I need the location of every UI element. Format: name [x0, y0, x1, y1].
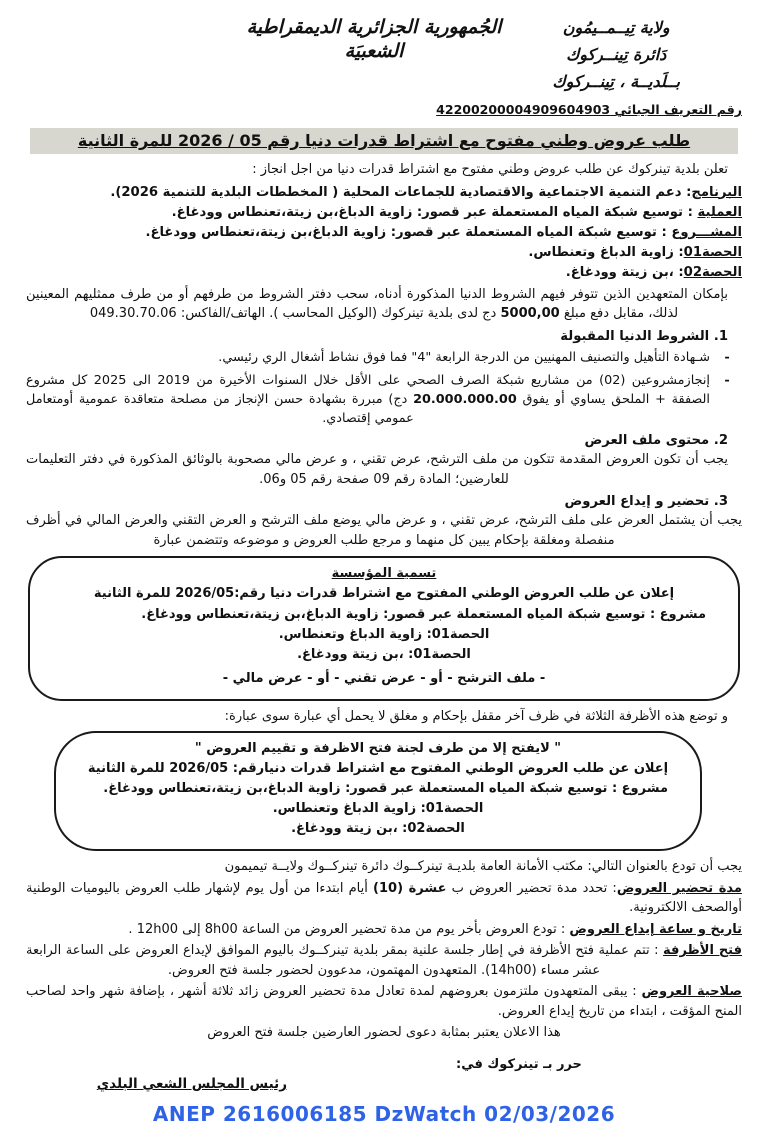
- operation-line: [26, 205, 742, 220]
- section3-text: يجب أن يشتمل العرض على ملف الترشح، عرض تقني ، و عرض مالي يوضع ملف الترشح و العرض التقني والعرض المالي في أظرف منفصلة ومغلقة بإحكام يبين كل منهما و مرجع طلب العروض و موضوعه وتتضمن عبارة: [26, 513, 742, 548]
- box2-project-line: [78, 779, 678, 799]
- operation-label: العملية: [697, 204, 742, 220]
- invitation-notice: هذا الاعلان يعتبر بمثابة دعوى لحضور العارضين جلسة فتح العروض: [207, 1025, 561, 1041]
- withdraw-amount: 5000,00: [500, 306, 560, 321]
- bullet-dash: -: [724, 372, 730, 388]
- preparation-duration-days: عشرة (10): [373, 880, 447, 896]
- operation-text: : توسيع شبكة المياه المستعملة عبر قصور: زاوية الدباغ،بن زيتة،تعنطاس وودغاغ.: [171, 204, 698, 220]
- lot1-line: [26, 245, 742, 260]
- box1-project-label: مشروع :: [649, 606, 706, 622]
- lot2-label: الحصة02: [683, 264, 742, 280]
- box1-project-line: [52, 605, 716, 625]
- tender-title-bar: [30, 128, 738, 154]
- wilaya-name: ولاية تِيــمــيمُون: [562, 18, 670, 37]
- project-label: المشـــروع: [671, 224, 742, 240]
- condition-2-post: دج) مبررة بشهادة حسن الإنجاز من مصلحة متعاقدة عمومية أومتعامل عمومي إقتصادي.: [26, 391, 414, 427]
- intro-line: تعلن بلدية تينركوك عن طلب عروض وطني مفتوح مع اشتراط قدرات دنيا من اجل انجاز :: [252, 162, 728, 177]
- lot2-text: : ،بن زيتة وودغاغ.: [565, 264, 684, 280]
- company-name-label: تسمية المؤسسة: [331, 566, 437, 582]
- condition-1-text: شـهادة التأهيل والتصنيف المهنيين من الدرجة الرابعة "4" فما فوق نشاط أشغال الري رئيسي.: [218, 349, 710, 365]
- section1-number: 1.: [713, 328, 728, 344]
- section3-title: تحضير و إيداع العروض: [564, 494, 710, 510]
- document-header: [26, 0, 742, 126]
- box1-announcement-line: إعلان عن طلب العروض الوطني المفتوح مع اشتراط قدرات دنيا رقم:2026/05 للمرة الثانية: [93, 586, 675, 602]
- program-line: [26, 185, 742, 200]
- condition-item-2: [26, 371, 734, 429]
- outer-envelope-note: و توضع هذه الأظرفة الثلاثة في ظرف آخر مقفل بإحكام و مغلق لا يحمل أي عبارة سوى عبارة:: [224, 709, 728, 725]
- box2-lot1: الحصة01: زاوية الدباغ وتعنطاس.: [272, 801, 484, 817]
- project-text: : توسيع شبكة المياه المستعملة عبر قصور: زاوية الدباغ،بن زيتة،تعنطاس وودغاغ.: [145, 224, 672, 240]
- validity-text: : يبقى المتعهدون ملتزمون بعروضهم لمدة تعادل مدة تحضير العروض زائد ثلاثة أشهر ، بإضافة شهر واحد لصاحب المنح المؤقت ، ابتداء من تاريخ إيداع العروض.: [26, 984, 742, 1019]
- validity-line: [26, 982, 742, 1021]
- commune-name: بــلَديــة ، تِينــركوك: [552, 72, 680, 92]
- tax-id-label: رقم التعريف الجبائي: [614, 102, 742, 117]
- condition-item-1: [26, 348, 734, 367]
- withdraw-text-1: بإمكان المتعهدين الذين تتوفر فيهم الشروط الدنيا المذكورة أدناه، سحب دفتر الشروط من طرفهم أو من طرف ممثليهم المعينين لذلك، مقابل دفع مبلغ: [26, 286, 728, 321]
- condition-2-pre: إنجازمشروعين (02) من مشاريع شبكة الصرف الصحي على الأقل خلال السنوات الأخيرة من 2019 الى 2025 كل مشروع الصفقة + الملحق يساوي أو يفوق: [26, 372, 710, 407]
- daira-name: دَائرة تِينــركوك: [566, 45, 667, 65]
- tax-id-number: 42200200004909604903: [436, 102, 611, 117]
- anep-footer: ANEP 2616006185 DzWatch 02/03/2026: [152, 1102, 616, 1126]
- program-label: البرنامج: [691, 184, 742, 200]
- deposit-datetime-label: تاريخ و ساعة إيداع العروض: [569, 921, 742, 937]
- preparation-duration-label: مدة تحضير العروض: [616, 880, 742, 896]
- deposit-datetime-line: [26, 920, 742, 940]
- box1-lot1: الحصة01: زاوية الدباغ وتعنطاس.: [278, 626, 490, 642]
- lot1-text: : زاوية الدباغ وتعنطاس.: [528, 244, 684, 260]
- opening-line: [26, 941, 742, 980]
- box1-lot2: الحصة01: ،بن زيتة وودغاغ.: [297, 646, 471, 662]
- section2-text: يجب أن تكون العروض المقدمة تتكون من ملف الترشح، عرض تقني ، و عرض مالي مصحوبة بالوثائق المذكورة في دفتر التعليمات للعارضين؛ المادة رقم 09 صفحة رقم 05 و06.: [26, 452, 728, 487]
- preparation-duration-line: [26, 879, 742, 918]
- section2-title: محتوى ملف العرض: [584, 433, 710, 449]
- signer-title: رئيس المجلس الشعي البلدي: [96, 1075, 287, 1092]
- program-text: : دعم التنمية الاجتماعية والاقتصادية للجماعات المحلية ( المخططات البلدية للتنمية 2026).: [110, 184, 692, 200]
- withdraw-text-2: دج لدى بلدية تينركوك (الوكيل المحاسب ). الهاتف/الفاكس: 049.30.70.06: [89, 306, 501, 321]
- box1-project-text: توسيع شبكة المياه المستعملة عبر قصور: زاوية الدباغ،بن زيتة،تعنطاس وودغاغ.: [141, 606, 650, 622]
- deposit-address-line: يجب أن تودع بالعنوان التالي: مكتب الأمانة العامة بلديـة تينركــوك دائرة تينركــوك ولايــة تيميمون: [224, 859, 742, 875]
- section2-number: 2.: [713, 433, 728, 449]
- deposit-datetime-text: : تودع العروض بأخر يوم من مدة تحضير العروض من الساعة 8h00 إلى 12h00 .: [128, 921, 570, 937]
- section3-heading: [26, 494, 728, 509]
- box2-lot2: الحصة02: ،بن زيتة وودغاغ.: [291, 821, 465, 837]
- signature-place-line: حرر بـ تينركوك في:: [456, 1056, 582, 1072]
- opening-label: فتح الأظرفة: [663, 943, 743, 959]
- withdraw-paragraph: [26, 285, 742, 324]
- section1-title: الشروط الدنيا المقبولة: [560, 328, 710, 344]
- condition-2-text: [26, 371, 710, 429]
- project-line: [26, 225, 742, 240]
- box2-announcement-line: إعلان عن طلب العروض الوطني المفتوح مع اشتراط قدرات دنيارقم: 2026/05 للمرة الثانية: [87, 760, 669, 776]
- box2-project-text: توسيع شبكة المياه المستعملة عبر قصور: زاوية الدباغ،بن زيتة،تعنطاس وودغاغ.: [103, 780, 612, 796]
- section1-heading: [26, 329, 728, 344]
- preparation-duration-after: أيام ابتدءا من أول يوم لإشهار طلب العروض باليوميات الوطنية أوالصحف الالكترونية.: [26, 880, 742, 916]
- tender-title: طلب عروض وطني مفتوح مع اشتراط قدرات دنيا رقم 05 / 2026 للمرة الثانية: [77, 131, 691, 150]
- box2-project-label: مشروع :: [611, 780, 668, 796]
- outer-envelope-label-box: [54, 731, 702, 852]
- bullet-dash: -: [724, 349, 730, 365]
- tax-id-line: [436, 102, 742, 117]
- preparation-duration-before: : تحدد مدة تحضير العروض ب: [446, 880, 617, 896]
- lot2-line: [26, 265, 742, 280]
- box1-envelopes-line: - ملف الترشح - أو - عرض تقني - أو - عرض مالي -: [222, 670, 546, 686]
- do-not-open-warning: " لايفتح إلا من طرف لجنة فتح الاظرفة و تقييم العروض ": [194, 740, 562, 756]
- validity-label: صلاحية العروض: [641, 984, 742, 1000]
- section2-heading: [26, 433, 728, 448]
- authority-block: [552, 14, 680, 96]
- opening-text: : تتم عملية فتح الأظرفة في إطار جلسة علنية بمقر بلدية تينركــوك باليوم الموافق لإيداع العروض على الساعة الرابعة عشر مساء (14h00). المتعهدون المهتمون، مدعوون لحضور جلسة فتح العروض.: [26, 943, 664, 978]
- lot1-label: الحصة01: [683, 244, 742, 260]
- condition-2-amount: 20.000.000.00: [413, 391, 517, 407]
- section3-number: 3.: [713, 494, 728, 510]
- republic-title: الجُمهورية الجزائرية الديمقراطية الشعبيَة: [246, 16, 502, 62]
- envelope-label-box: [28, 556, 740, 701]
